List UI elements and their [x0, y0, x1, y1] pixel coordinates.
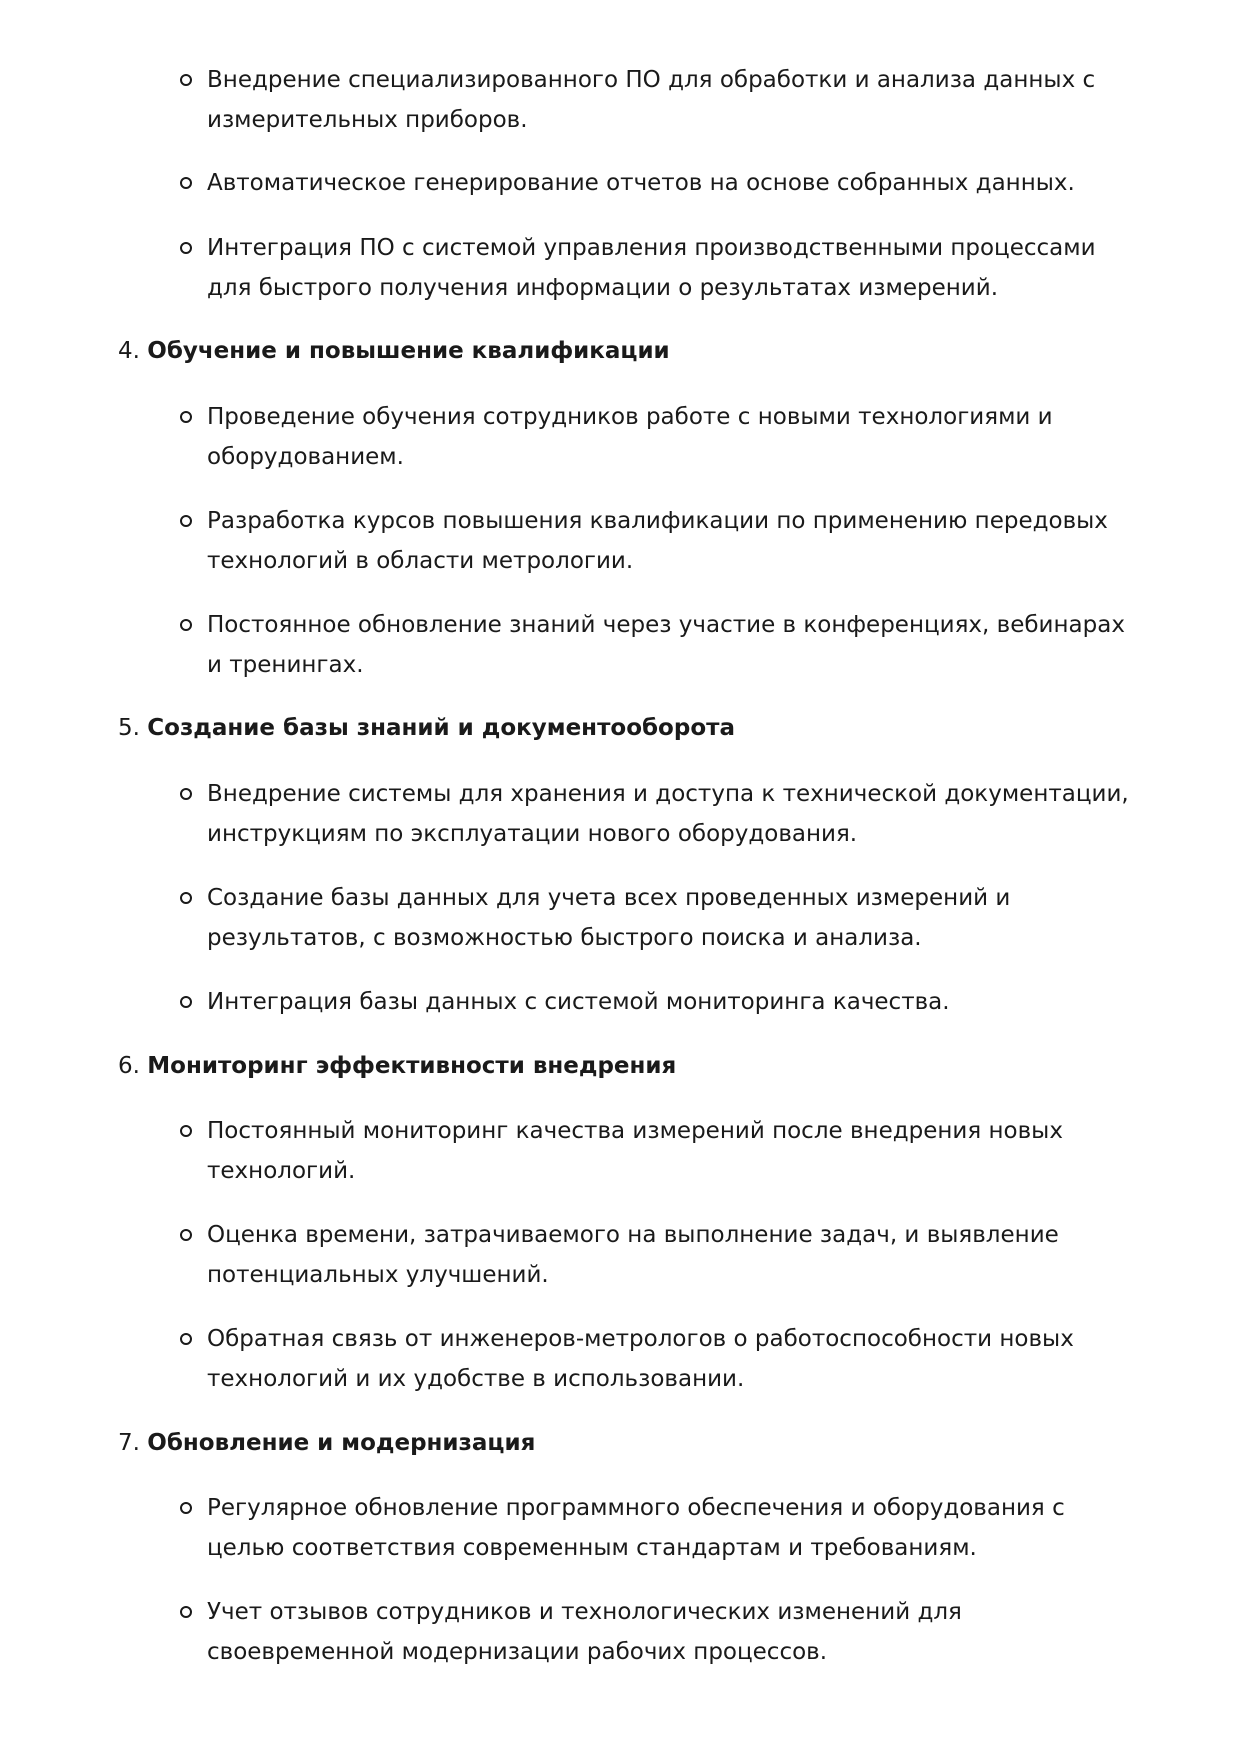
list-item-text: Внедрение специализированного ПО для обработки и анализа данных с измерительных приборов. [207, 67, 1096, 133]
list-item-text: Проведение обучения сотрудников работе с новыми технологиями и оборудованием. [207, 404, 1053, 470]
list-item [207, 163, 1142, 203]
list-item [207, 605, 1142, 685]
circle-bullet-icon [180, 411, 192, 423]
list-item [207, 774, 1142, 854]
list-item-text: Внедрение системы для хранения и доступа к технической документации, инструкциям по эксплуатации нового оборудования. [207, 781, 1129, 847]
circle-bullet-icon [180, 1502, 192, 1514]
list-item [207, 982, 1142, 1022]
section-number: 4. [118, 338, 140, 364]
list-item [207, 1592, 1142, 1672]
circle-bullet-icon [180, 788, 192, 800]
circle-bullet-icon [180, 619, 192, 631]
circle-bullet-icon [180, 1333, 192, 1345]
list-item-text: Интеграция базы данных с системой мониторинга качества. [207, 989, 950, 1015]
list-item-text: Учет отзывов сотрудников и технологических изменений для своевременной модернизации рабочих процессов. [207, 1599, 962, 1665]
circle-bullet-icon [180, 1229, 192, 1241]
section-heading [118, 708, 735, 748]
section-number: 7. [118, 1430, 140, 1456]
section-heading [118, 1046, 676, 1086]
section-title: Создание базы знаний и документооборота [147, 715, 735, 741]
list-item [207, 501, 1142, 581]
circle-bullet-icon [180, 74, 192, 86]
circle-bullet-icon [180, 1125, 192, 1137]
circle-bullet-icon [180, 515, 192, 527]
section-title: Обновление и модернизация [147, 1430, 536, 1456]
circle-bullet-icon [180, 1606, 192, 1618]
list-item-text: Интеграция ПО с системой управления производственными процессами для быстрого получения информации о результатах измерений. [207, 235, 1096, 301]
list-item [207, 1319, 1142, 1399]
list-item-text: Разработка курсов повышения квалификации по применению передовых технологий в области метрологии. [207, 508, 1108, 574]
list-item-text: Обратная связь от инженеров-метрологов о работоспособности новых технологий и их удобстве в использовании. [207, 1326, 1074, 1392]
list-item [207, 60, 1142, 140]
list-item-text: Оценка времени, затрачиваемого на выполнение задач, и выявление потенциальных улучшений. [207, 1222, 1059, 1288]
list-item-text: Постоянный мониторинг качества измерений после внедрения новых технологий. [207, 1118, 1063, 1184]
circle-bullet-icon [180, 892, 192, 904]
list-item-text: Постоянное обновление знаний через участие в конференциях, вебинарах и тренингах. [207, 612, 1125, 678]
section-number: 5. [118, 715, 140, 741]
list-item [207, 1111, 1142, 1191]
list-item [207, 397, 1142, 477]
section-heading [118, 1423, 535, 1463]
section-title: Мониторинг эффективности внедрения [147, 1053, 677, 1079]
section-number: 6. [118, 1053, 140, 1079]
section-title: Обучение и повышение квалификации [147, 338, 670, 364]
circle-bullet-icon [180, 242, 192, 254]
circle-bullet-icon [180, 177, 192, 189]
list-item [207, 228, 1142, 308]
list-item-text: Создание базы данных для учета всех проведенных измерений и результатов, с возможностью быстрого поиска и анализа. [207, 885, 1011, 951]
list-item-text: Регулярное обновление программного обеспечения и оборудования с целью соответствия современным стандартам и требованиям. [207, 1495, 1065, 1561]
list-item [207, 1488, 1142, 1568]
circle-bullet-icon [180, 996, 192, 1008]
section-heading [118, 331, 670, 371]
list-item-text: Автоматическое генерирование отчетов на основе собранных данных. [207, 170, 1075, 196]
list-item [207, 1215, 1142, 1295]
list-item [207, 878, 1142, 958]
